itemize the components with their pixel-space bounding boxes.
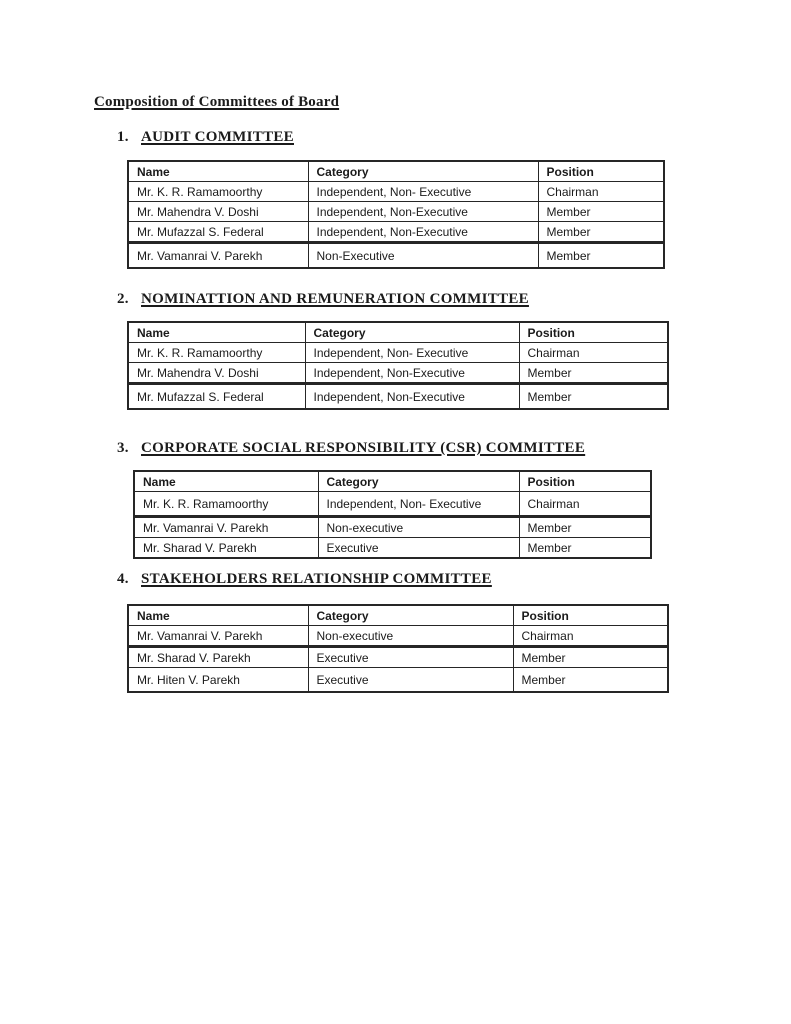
column-header-name: Name bbox=[134, 471, 318, 492]
cell-position: Member bbox=[519, 538, 651, 559]
column-header-category: Category bbox=[318, 471, 519, 492]
column-header-name: Name bbox=[128, 161, 308, 182]
cell-position: Chairman bbox=[519, 492, 651, 517]
cell-name: Mr. Sharad V. Parekh bbox=[134, 538, 318, 559]
cell-position: Chairman bbox=[538, 182, 664, 202]
table-row bbox=[134, 492, 651, 517]
column-header-name: Name bbox=[128, 322, 305, 343]
column-header-position: Position bbox=[538, 161, 664, 182]
cell-category: Independent, Non-Executive bbox=[308, 222, 538, 243]
cell-name: Mr. Vamanrai V. Parekh bbox=[134, 517, 318, 538]
cell-category: Independent, Non- Executive bbox=[318, 492, 519, 517]
cell-category: Executive bbox=[308, 647, 513, 668]
table-row bbox=[128, 647, 668, 668]
table-row bbox=[128, 182, 664, 202]
cell-position: Member bbox=[513, 647, 668, 668]
cell-category: Non-executive bbox=[318, 517, 519, 538]
cell-name: Mr. K. R. Ramamoorthy bbox=[128, 343, 305, 363]
cell-category: Executive bbox=[318, 538, 519, 559]
table-row bbox=[128, 626, 668, 647]
cell-name: Mr. Mahendra V. Doshi bbox=[128, 202, 308, 222]
table-row bbox=[134, 517, 651, 538]
table-header-row bbox=[134, 471, 651, 492]
cell-position: Member bbox=[538, 202, 664, 222]
section-heading-csr-committee bbox=[117, 440, 585, 457]
table-row bbox=[128, 243, 664, 269]
cell-position: Member bbox=[519, 517, 651, 538]
table-row bbox=[128, 343, 668, 363]
cell-position: Member bbox=[519, 363, 668, 384]
cell-position: Member bbox=[519, 384, 668, 410]
section-title: NOMINATTION AND REMUNERATION COMMITTEE bbox=[141, 291, 529, 307]
cell-name: Mr. Mufazzal S. Federal bbox=[128, 222, 308, 243]
section-heading-audit-committee bbox=[117, 129, 294, 146]
section-title: STAKEHOLDERS RELATIONSHIP COMMITTEE bbox=[141, 571, 492, 587]
nomination-remuneration-committee-table bbox=[127, 321, 669, 410]
cell-position: Member bbox=[538, 222, 664, 243]
cell-category: Independent, Non-Executive bbox=[305, 384, 519, 410]
table-header-row bbox=[128, 322, 668, 343]
audit-committee-table bbox=[127, 160, 665, 269]
table-row bbox=[128, 384, 668, 410]
section-title: AUDIT COMMITTEE bbox=[141, 129, 294, 145]
cell-category: Executive bbox=[308, 668, 513, 693]
cell-position: Member bbox=[513, 668, 668, 693]
table-row bbox=[128, 222, 664, 243]
cell-name: Mr. Mufazzal S. Federal bbox=[128, 384, 305, 410]
section-number: 2. bbox=[117, 291, 129, 307]
cell-name: Mr. Hiten V. Parekh bbox=[128, 668, 308, 693]
cell-name: Mr. Sharad V. Parekh bbox=[128, 647, 308, 668]
column-header-position: Position bbox=[513, 605, 668, 626]
cell-name: Mr. K. R. Ramamoorthy bbox=[134, 492, 318, 517]
section-number: 4. bbox=[117, 571, 129, 587]
document-title: Composition of Committees of Board bbox=[94, 94, 340, 110]
cell-position: Chairman bbox=[519, 343, 668, 363]
cell-category: Independent, Non- Executive bbox=[305, 343, 519, 363]
column-header-position: Position bbox=[519, 322, 668, 343]
cell-category: Independent, Non-Executive bbox=[308, 202, 538, 222]
cell-name: Mr. Vamanrai V. Parekh bbox=[128, 243, 308, 269]
section-heading-nomination-remuneration-committee bbox=[117, 291, 529, 308]
cell-category: Independent, Non-Executive bbox=[305, 363, 519, 384]
cell-position: Member bbox=[538, 243, 664, 269]
table-row bbox=[128, 363, 668, 384]
column-header-category: Category bbox=[308, 605, 513, 626]
csr-committee-table bbox=[133, 470, 652, 559]
cell-category: Independent, Non- Executive bbox=[308, 182, 538, 202]
cell-position: Chairman bbox=[513, 626, 668, 647]
cell-category: Non-Executive bbox=[308, 243, 538, 269]
table-row bbox=[128, 202, 664, 222]
section-title: CORPORATE SOCIAL RESPONSIBILITY (CSR) COMMITTEE bbox=[141, 440, 586, 456]
cell-name: Mr. Mahendra V. Doshi bbox=[128, 363, 305, 384]
table-row bbox=[134, 538, 651, 559]
section-number: 1. bbox=[117, 129, 129, 145]
cell-name: Mr. Vamanrai V. Parekh bbox=[128, 626, 308, 647]
column-header-position: Position bbox=[519, 471, 651, 492]
stakeholders-relationship-committee-table bbox=[127, 604, 669, 693]
column-header-name: Name bbox=[128, 605, 308, 626]
column-header-category: Category bbox=[305, 322, 519, 343]
section-heading-stakeholders-relationship-committee bbox=[117, 571, 492, 588]
section-number: 3. bbox=[117, 440, 129, 456]
table-row bbox=[128, 668, 668, 693]
column-header-category: Category bbox=[308, 161, 538, 182]
table-header-row bbox=[128, 161, 664, 182]
table-header-row bbox=[128, 605, 668, 626]
cell-name: Mr. K. R. Ramamoorthy bbox=[128, 182, 308, 202]
cell-category: Non-executive bbox=[308, 626, 513, 647]
